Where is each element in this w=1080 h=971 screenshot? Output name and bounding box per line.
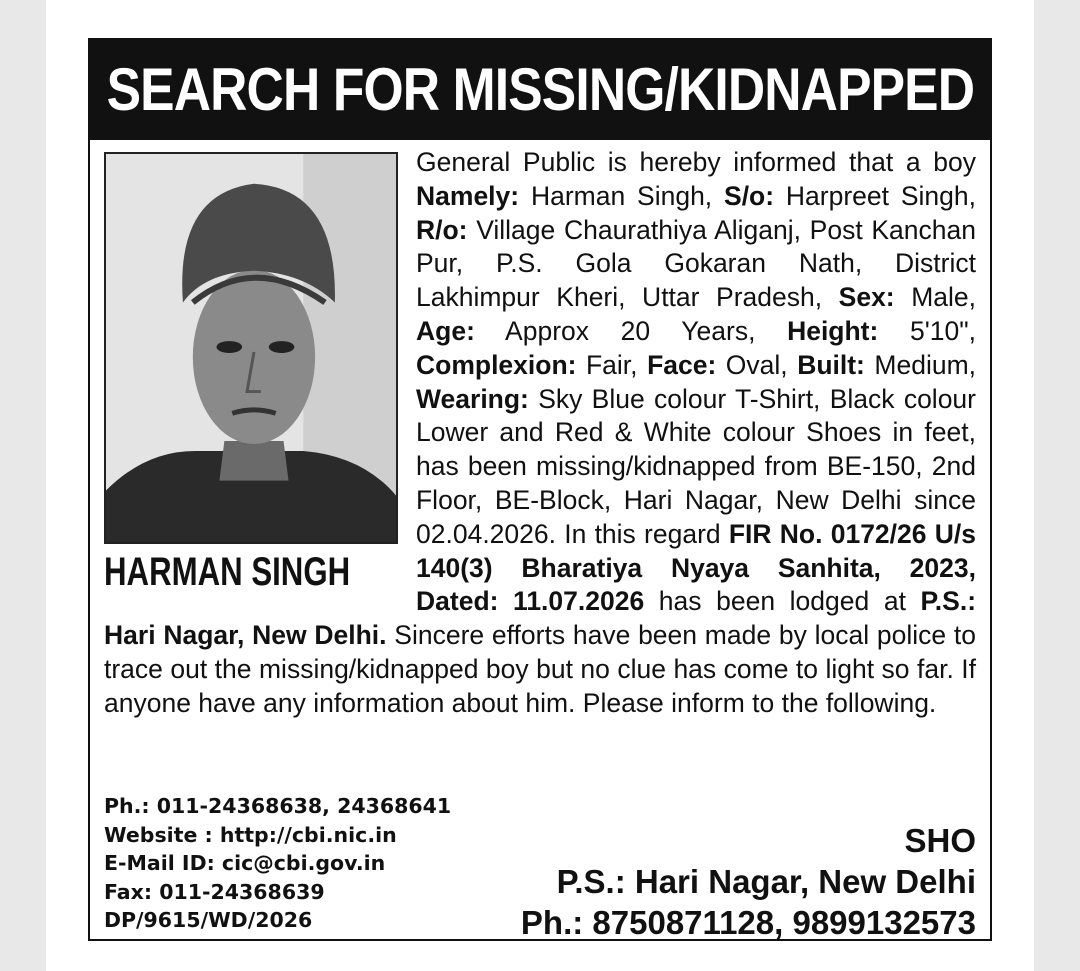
contact-website: Website : http://cbi.nic.in [104, 822, 397, 847]
lodged-text: has been lodged at [644, 586, 921, 617]
contact-phone: Ph.: 011-24368638, 24368641 [104, 794, 452, 818]
value-face: Oval, [716, 349, 798, 380]
label-name: Namely: [416, 180, 520, 211]
photo-caption [104, 548, 400, 596]
value-height: 5'10", [878, 315, 976, 346]
contact-details [104, 792, 451, 935]
notice-box [88, 38, 992, 941]
person-portrait-icon [106, 154, 396, 542]
signatory-phone: Ph.: 8750871128, 9899132573 [520, 904, 976, 941]
contact-email: E-Mail ID: cic@cbi.gov.in [104, 851, 386, 875]
notice-header [90, 40, 990, 140]
label-height: Height: [787, 315, 879, 346]
reference-number: DP/9615/WD/2026 [104, 908, 313, 932]
signatory-title: SHO [904, 822, 976, 859]
value-wearing: Sky Blue colour T-Shirt, Black colour Lower and Red & White colour Shoes in feet, has been missing/kidnapped from BE-150, 2nd Floor, BE-Block, Hari Nagar, New Delhi since 02.04.2026. In this regard [416, 383, 976, 549]
label-resident-of: R/o: [416, 214, 468, 245]
label-sex: Sex: [838, 282, 895, 313]
contact-fax: Fax: 011-24368639 [104, 879, 325, 904]
police-station: P.S.: Hari Nagar, New Delhi. [104, 586, 977, 651]
label-son-of: S/o: [724, 180, 775, 211]
signatory-block [521, 820, 976, 943]
value-resident-of: Village Chaurathiya Aliganj, Post Kanchan Pur, P.S. Gola Gokaran Nath, District Lakhimpur Kheri, Uttar Pradesh, [416, 214, 976, 313]
label-face: Face: [647, 349, 717, 380]
label-complexion: Complexion: [416, 349, 577, 380]
label-age: Age: [416, 315, 475, 346]
value-name: Harman Singh, [519, 180, 725, 211]
missing-person-photo [104, 152, 398, 544]
person-name: HARMAN SINGH [104, 550, 351, 594]
label-wearing: Wearing: [416, 383, 529, 414]
signatory-station: P.S.: Hari Nagar, New Delhi [556, 863, 976, 900]
notice-title: SEARCH FOR MISSING/KIDNAPPED [106, 56, 974, 123]
value-sex: Male, [894, 282, 976, 313]
value-built: Medium, [864, 349, 977, 380]
fir-details: FIR No. 0172/26 U/s 140(3) Bharatiya Nyaya Sanhita, 2023, Dated: 11.07.2026 [416, 518, 976, 617]
value-complexion: Fair, [576, 349, 648, 380]
value-son-of: Harpreet Singh, [774, 180, 976, 211]
value-age: Approx 20 Years, [474, 315, 788, 346]
label-built: Built: [797, 349, 865, 380]
notice-intro: General Public is hereby informed that a boy [416, 147, 976, 177]
appeal-text: Sincere efforts have been made by local police to trace out the missing/kidnapped boy but no clue has come to light so far. If anyone have any information about him. Please inform to the following. [104, 620, 976, 718]
